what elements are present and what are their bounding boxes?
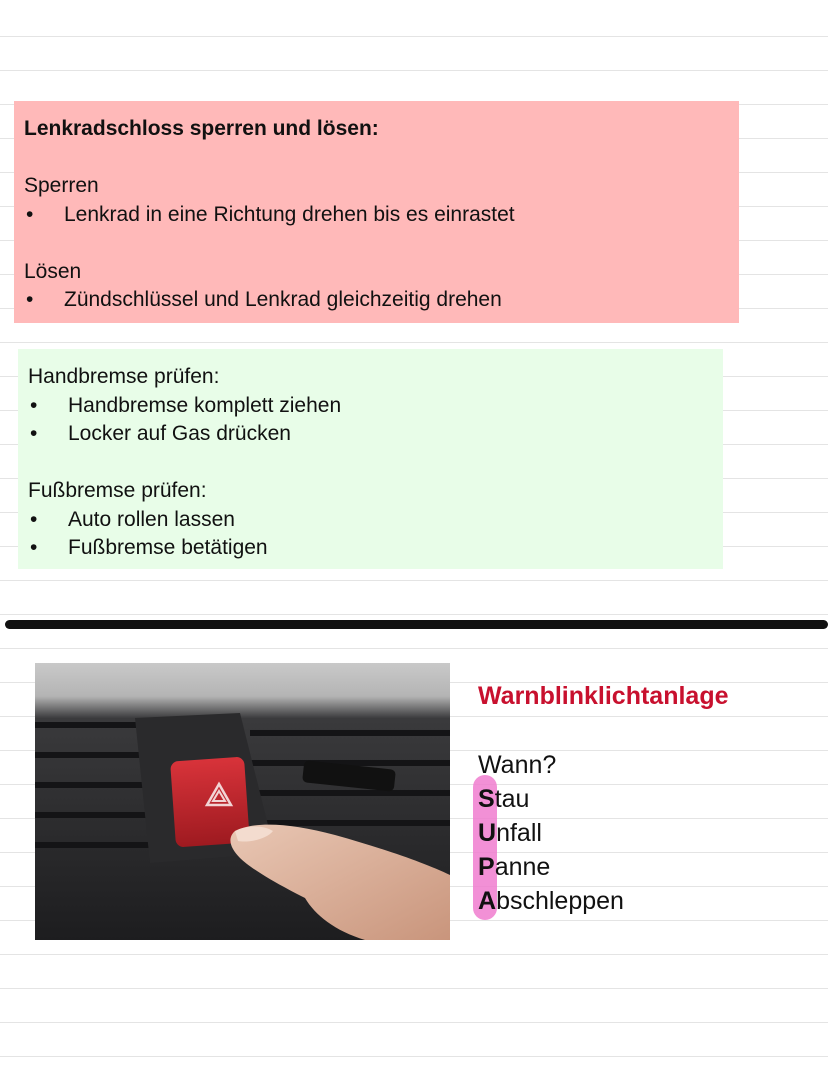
bullet: • — [30, 507, 38, 531]
mnemonic-word-rest: bschleppen — [496, 887, 624, 915]
mnemonic-word-rest: anne — [494, 853, 551, 881]
brakes-note — [18, 349, 723, 569]
bullet: • — [26, 202, 34, 226]
steering-lock-note — [14, 101, 739, 323]
list-item — [478, 850, 624, 884]
list-item — [478, 816, 624, 850]
list-item — [24, 286, 729, 315]
mnemonic-word-rest: nfall — [496, 819, 542, 847]
unlock-item-text: Zündschlüssel und Lenkrad gleichzeitig drehen — [64, 288, 502, 311]
handbrake-item-text: Locker auf Gas drücken — [68, 422, 291, 445]
handbrake-item-text: Handbremse komplett ziehen — [68, 393, 342, 417]
footbrake-item-text: Fußbremse betätigen — [68, 536, 268, 559]
bullet: • — [26, 288, 34, 311]
lock-item-text: Lenkrad in eine Richtung drehen bis es einrastet — [64, 202, 515, 226]
bullet: • — [30, 393, 38, 417]
list-item — [24, 201, 729, 230]
list-item — [28, 506, 713, 535]
list-item — [28, 392, 713, 421]
unlock-label: Lösen — [24, 259, 82, 283]
hazard-button-photo — [35, 663, 450, 940]
list-item — [478, 884, 624, 918]
list-item — [28, 534, 713, 563]
lock-label: Sperren — [24, 174, 99, 197]
mnemonic-word-rest: tau — [494, 785, 530, 813]
mnemonic-letter: A — [478, 887, 497, 915]
handbrake-label: Handbremse prüfen: — [28, 365, 220, 388]
hazard-mnemonic — [478, 748, 624, 918]
steering-lock-title: Lenkradschloss sperren und lösen: — [24, 117, 379, 140]
hazard-lights-title: Warnblinklichtanlage — [478, 682, 729, 710]
section-divider — [5, 620, 828, 629]
footbrake-item-text: Auto rollen lassen — [68, 507, 235, 531]
footbrake-label: Fußbremse prüfen: — [28, 479, 207, 502]
when-question: Wann? — [478, 751, 557, 779]
mnemonic-letter: S — [478, 785, 495, 813]
mnemonic-letter: P — [478, 853, 495, 881]
list-item — [28, 420, 713, 449]
bullet: • — [30, 536, 38, 559]
list-item — [478, 782, 624, 816]
mnemonic-letter: U — [478, 819, 497, 847]
bullet: • — [30, 422, 38, 445]
